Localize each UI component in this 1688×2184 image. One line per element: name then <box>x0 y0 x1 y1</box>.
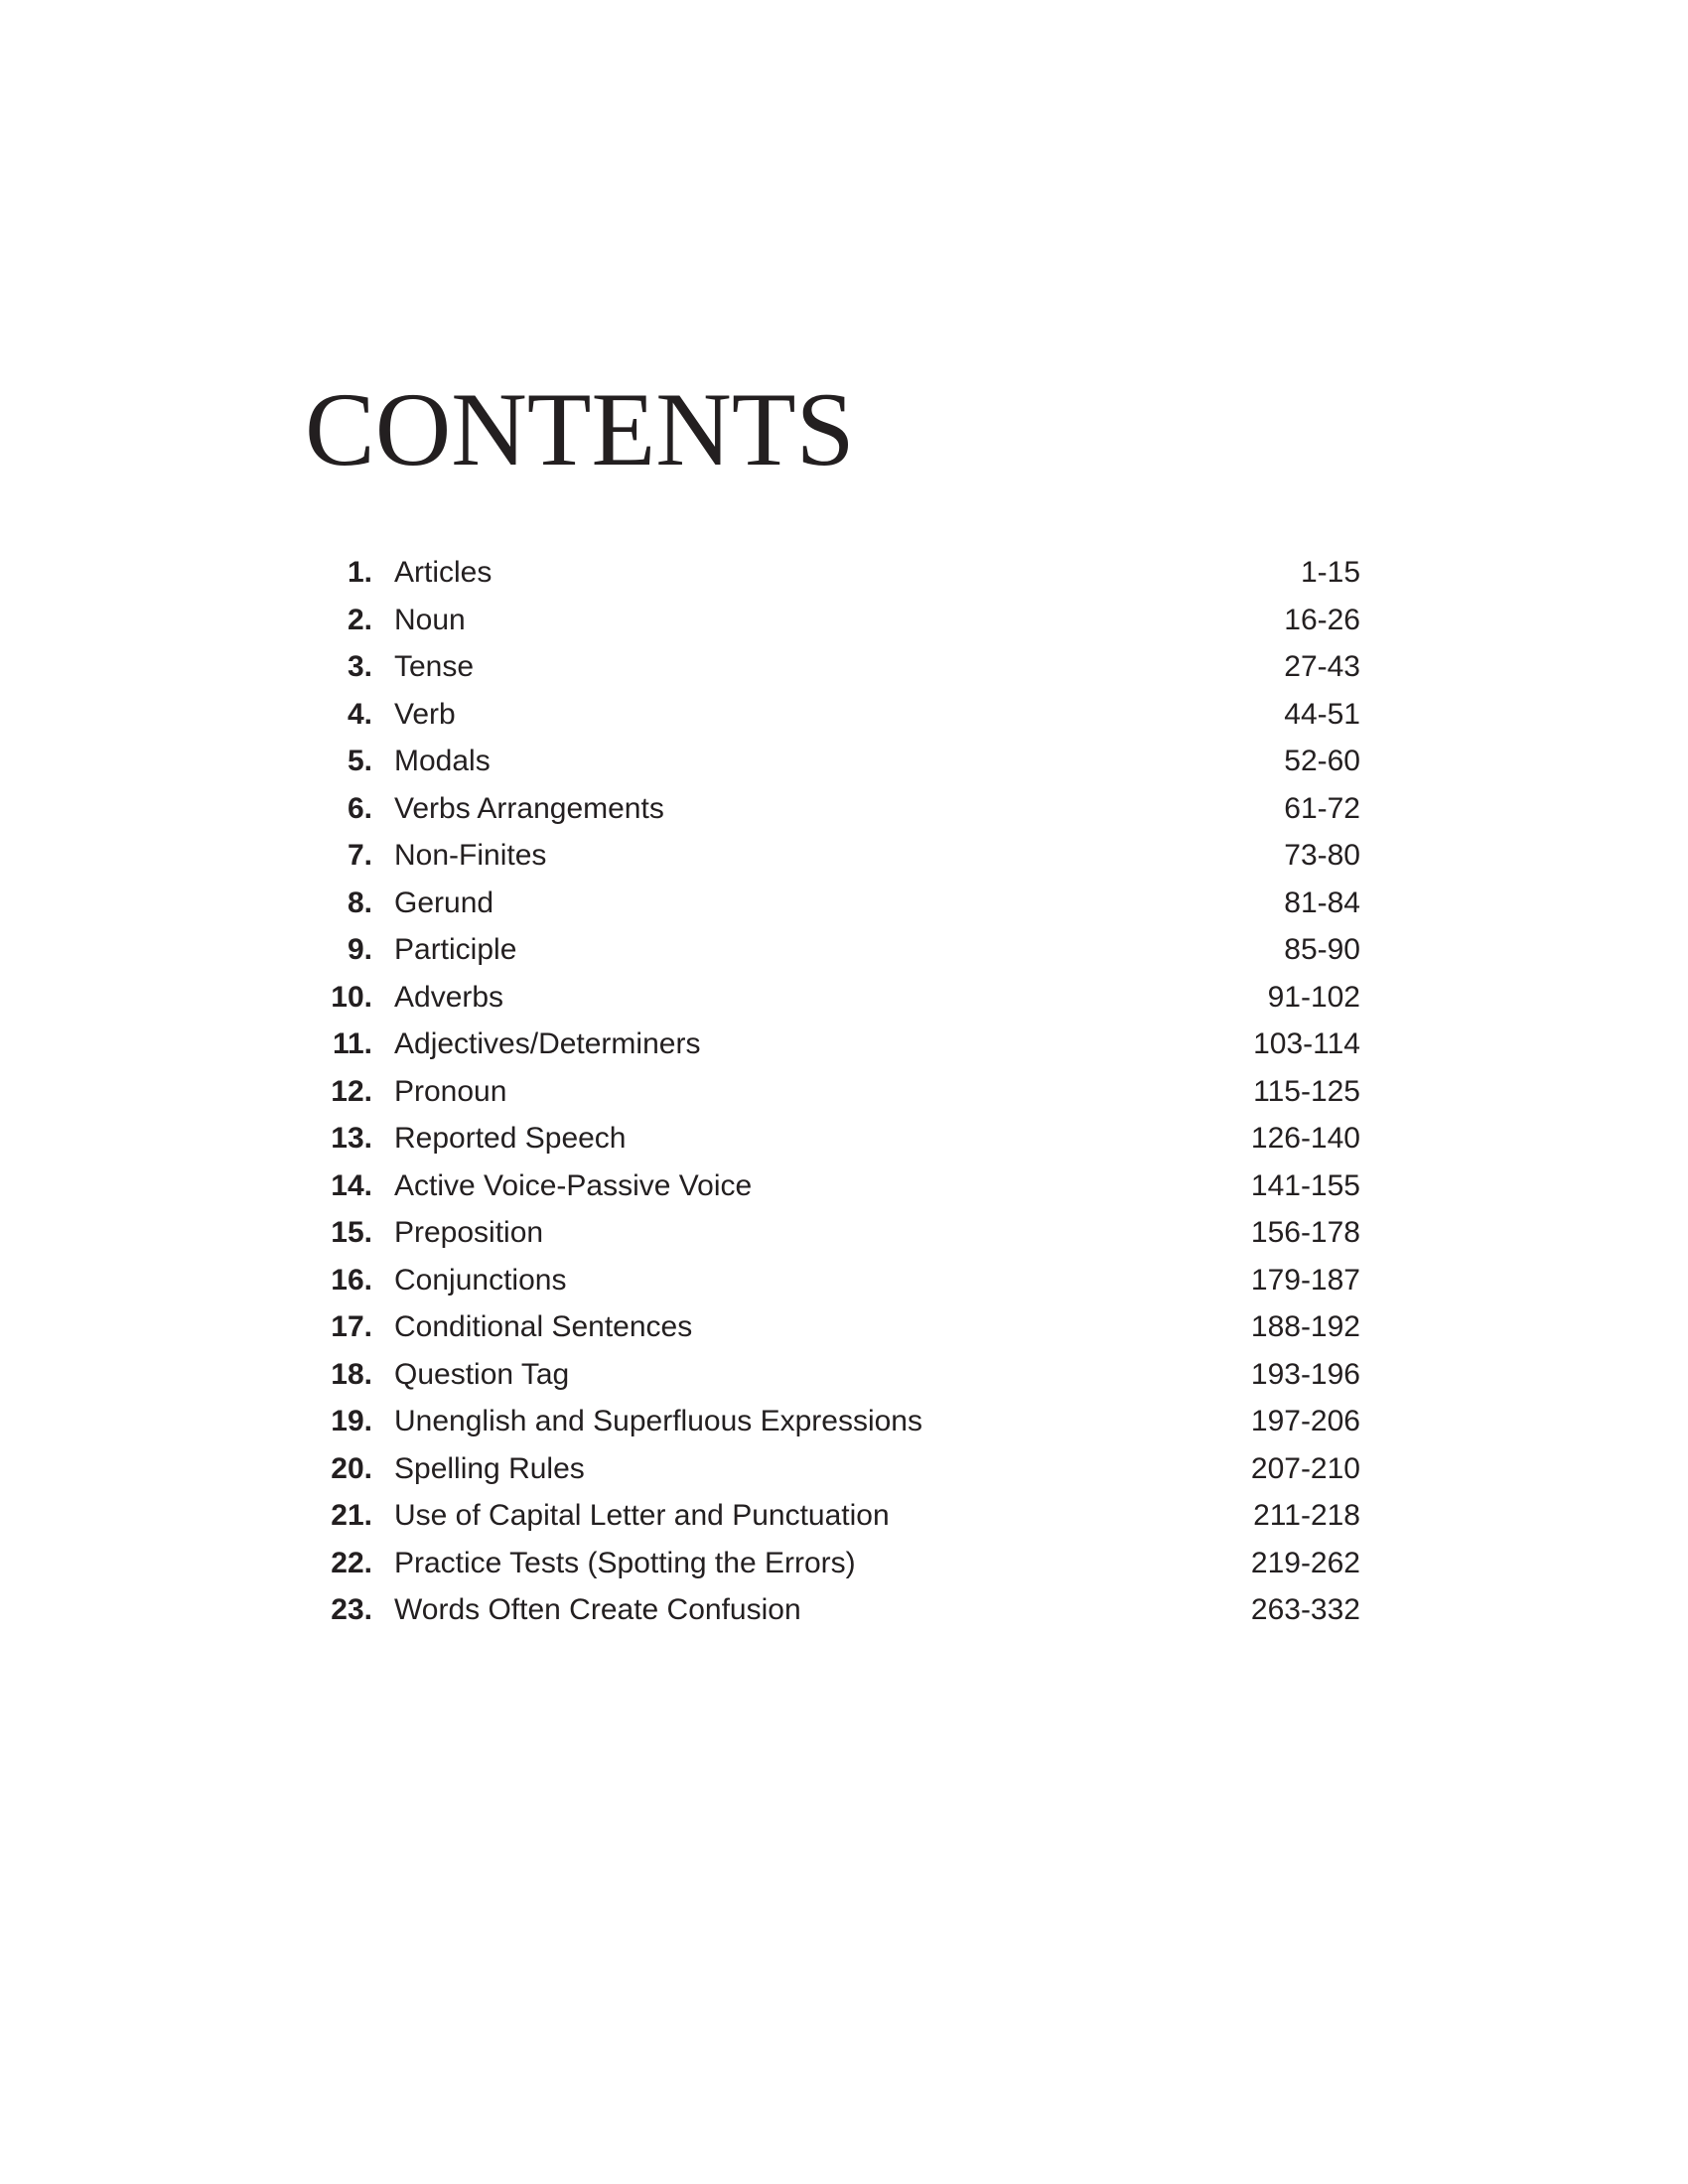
toc-entry <box>318 1162 1360 1210</box>
toc-entry-pages: 1-15 <box>1300 556 1360 589</box>
toc-entry-pages: 81-84 <box>1284 886 1360 919</box>
toc-entry-number: 5. <box>347 745 372 777</box>
toc-entry-number: 16. <box>331 1263 372 1297</box>
toc-entry-number: 10. <box>331 980 372 1014</box>
toc-entry-number: 22. <box>331 1546 372 1579</box>
toc-entry <box>318 1303 1360 1351</box>
toc-entry-number: 3. <box>347 650 372 683</box>
toc-entry <box>318 691 1360 739</box>
toc-entry-pages: 91-102 <box>1267 980 1360 1014</box>
toc-entry-title: Verbs Arrangements <box>394 791 664 825</box>
toc-entry-number: 8. <box>347 886 372 919</box>
toc-entry-title: Use of Capital Letter and Punctuation <box>394 1499 890 1532</box>
toc-entry-pages: 115-125 <box>1253 1074 1360 1108</box>
toc-entry-pages: 263-332 <box>1250 1593 1360 1626</box>
toc-entry-number: 19. <box>331 1405 372 1437</box>
toc-entry-number: 2. <box>347 603 372 636</box>
toc-entry-title: Non-Finites <box>394 839 547 872</box>
toc-entry-pages: 73-80 <box>1284 839 1360 872</box>
toc-entry-number: 12. <box>331 1074 372 1108</box>
toc-entry-pages: 156-178 <box>1250 1216 1360 1249</box>
toc-entry-number: 11. <box>332 1027 372 1060</box>
toc-entry <box>318 1586 1360 1634</box>
toc-entry-number: 14. <box>331 1168 372 1202</box>
toc-entry-number: 23. <box>331 1593 372 1626</box>
toc-entry-title: Articles <box>394 556 492 589</box>
toc-entry <box>318 832 1360 880</box>
toc-entry-pages: 52-60 <box>1284 745 1360 777</box>
toc-entry-pages: 85-90 <box>1284 933 1360 966</box>
toc-entry <box>318 1021 1360 1068</box>
toc-entry-pages: 211-218 <box>1253 1499 1360 1532</box>
toc-entry <box>318 1209 1360 1257</box>
toc-entry <box>318 597 1360 644</box>
toc-entry-title: Gerund <box>394 886 494 919</box>
toc-entry-pages: 16-26 <box>1284 603 1360 636</box>
toc-entry-number: 17. <box>331 1310 372 1343</box>
toc-entry-pages: 193-196 <box>1250 1357 1360 1391</box>
toc-entry-title: Adverbs <box>394 980 504 1014</box>
toc-entry-title: Conjunctions <box>394 1263 567 1297</box>
toc-entry <box>318 1398 1360 1445</box>
toc-entry <box>318 1257 1360 1304</box>
toc-entry-number: 18. <box>331 1357 372 1391</box>
toc-entry <box>318 1068 1360 1116</box>
toc-entry-pages: 141-155 <box>1250 1168 1360 1202</box>
toc-entry <box>318 643 1360 691</box>
toc-entry-pages: 61-72 <box>1284 791 1360 825</box>
page-title: CONTENTS <box>305 371 855 487</box>
toc-entry <box>318 1115 1360 1162</box>
toc-entry-title: Active Voice-Passive Voice <box>394 1168 753 1202</box>
toc-entry <box>318 738 1360 785</box>
toc-entry <box>318 1445 1360 1493</box>
toc-entry-title: Pronoun <box>394 1074 507 1108</box>
toc-entry-title: Adjectives/Determiners <box>394 1027 701 1060</box>
toc-entry-title: Words Often Create Confusion <box>394 1593 801 1626</box>
toc-entry <box>318 1351 1360 1399</box>
toc-entry-title: Spelling Rules <box>394 1451 585 1485</box>
toc-entry-number: 9. <box>347 933 372 966</box>
toc-entry-title: Conditional Sentences <box>394 1310 693 1343</box>
toc-entry-number: 15. <box>331 1216 372 1249</box>
toc-entry-number: 4. <box>347 697 372 731</box>
table-of-contents <box>318 549 1360 1634</box>
toc-entry-number: 6. <box>347 791 372 825</box>
toc-entry-number: 21. <box>331 1499 372 1532</box>
toc-entry-pages: 188-192 <box>1250 1310 1360 1343</box>
toc-entry-pages: 44-51 <box>1284 697 1360 731</box>
toc-entry <box>318 880 1360 927</box>
toc-entry-title: Participle <box>394 933 517 966</box>
toc-entry-title: Preposition <box>394 1216 544 1249</box>
toc-entry <box>318 549 1360 597</box>
toc-entry-pages: 27-43 <box>1284 650 1360 683</box>
toc-entry <box>318 785 1360 833</box>
toc-entry-pages: 126-140 <box>1250 1122 1360 1155</box>
toc-entry-pages: 179-187 <box>1250 1263 1360 1297</box>
toc-entry-number: 1. <box>347 556 372 589</box>
toc-entry-title: Unenglish and Superfluous Expressions <box>394 1405 922 1437</box>
toc-entry-pages: 207-210 <box>1250 1451 1360 1485</box>
toc-entry-pages: 103-114 <box>1253 1027 1360 1060</box>
toc-entry-title: Noun <box>394 603 466 636</box>
toc-entry-title: Verb <box>394 697 456 731</box>
toc-entry-title: Tense <box>394 650 475 683</box>
toc-entry-number: 20. <box>331 1451 372 1485</box>
toc-entry-number: 7. <box>347 839 372 872</box>
toc-entry-title: Question Tag <box>394 1357 570 1391</box>
toc-entry-pages: 197-206 <box>1250 1405 1360 1437</box>
toc-entry <box>318 1492 1360 1540</box>
toc-entry <box>318 1540 1360 1587</box>
toc-entry-number: 13. <box>331 1122 372 1155</box>
toc-entry-title: Practice Tests (Spotting the Errors) <box>394 1546 856 1579</box>
toc-entry <box>318 926 1360 974</box>
toc-entry <box>318 974 1360 1022</box>
toc-entry-pages: 219-262 <box>1250 1546 1360 1579</box>
toc-entry-title: Reported Speech <box>394 1122 627 1155</box>
toc-entry-title: Modals <box>394 745 491 777</box>
